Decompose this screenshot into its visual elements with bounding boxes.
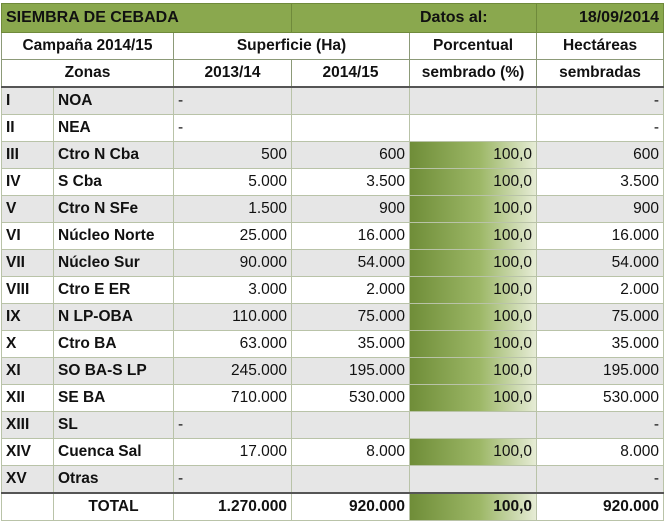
zone-name: Ctro E ER <box>54 277 174 304</box>
surface-prev: 17.000 <box>174 439 292 466</box>
zone-name: Ctro N SFe <box>54 196 174 223</box>
surface-prev: 245.000 <box>174 358 292 385</box>
table-row <box>2 196 664 223</box>
campaign-header: Campaña 2014/15 <box>2 33 174 60</box>
hectares-sown: 8.000 <box>537 439 664 466</box>
table-row <box>2 304 664 331</box>
zone-number: VII <box>2 250 54 277</box>
header-row-2 <box>2 60 664 88</box>
percent-sown <box>410 87 537 115</box>
zones-header: Zonas <box>2 60 174 88</box>
zone-name: Ctro N Cba <box>54 142 174 169</box>
date-value: 18/09/2014 <box>537 4 664 33</box>
total-surface-curr: 920.000 <box>292 493 410 521</box>
percent-value: 100,0 <box>493 173 533 190</box>
surface-curr: 16.000 <box>292 223 410 250</box>
hectares-sown: - <box>537 87 664 115</box>
zone-number: IX <box>2 304 54 331</box>
percent-value: 100,0 <box>493 308 533 325</box>
zone-number: II <box>2 115 54 142</box>
table-row <box>2 115 664 142</box>
table-row <box>2 223 664 250</box>
header-row-1 <box>2 33 664 60</box>
hectares-sown: - <box>537 412 664 439</box>
table-row <box>2 331 664 358</box>
hectares-header-line1: Hectáreas <box>537 33 664 60</box>
percent-header-line2: sembrado (%) <box>410 60 537 88</box>
table-row <box>2 169 664 196</box>
surface-prev: 5.000 <box>174 169 292 196</box>
surface-prev: 90.000 <box>174 250 292 277</box>
percent-sown <box>410 223 537 250</box>
hectares-sown: 75.000 <box>537 304 664 331</box>
surface-curr: 2.000 <box>292 277 410 304</box>
surface-prev: 1.500 <box>174 196 292 223</box>
zone-name: N LP-OBA <box>54 304 174 331</box>
surface-curr <box>292 115 410 142</box>
percent-sown <box>410 142 537 169</box>
surface-curr <box>292 87 410 115</box>
surface-prev: - <box>174 412 292 439</box>
total-surface-prev: 1.270.000 <box>174 493 292 521</box>
sheet-title: SIEMBRA DE CEBADA <box>2 4 292 33</box>
table-row <box>2 358 664 385</box>
total-label: TOTAL <box>54 493 174 521</box>
barley-sowing-sheet <box>1 3 663 521</box>
total-row <box>2 493 664 521</box>
surface-curr: 530.000 <box>292 385 410 412</box>
zone-number: III <box>2 142 54 169</box>
hectares-sown: 3.500 <box>537 169 664 196</box>
zone-number: V <box>2 196 54 223</box>
year-prev-header: 2013/14 <box>174 60 292 88</box>
zone-number: IV <box>2 169 54 196</box>
percent-value: 100,0 <box>493 362 533 379</box>
surface-header: Superficie (Ha) <box>174 33 410 60</box>
surface-curr: 35.000 <box>292 331 410 358</box>
surface-prev: 25.000 <box>174 223 292 250</box>
surface-prev: 500 <box>174 142 292 169</box>
zone-name: SO BA-S LP <box>54 358 174 385</box>
surface-curr: 3.500 <box>292 169 410 196</box>
surface-prev: - <box>174 115 292 142</box>
surface-curr: 75.000 <box>292 304 410 331</box>
percent-value: 100,0 <box>493 335 533 352</box>
percent-value: 100,0 <box>493 200 533 217</box>
zone-name: Cuenca Sal <box>54 439 174 466</box>
zone-name: NEA <box>54 115 174 142</box>
hectares-sown: 16.000 <box>537 223 664 250</box>
zone-number: VI <box>2 223 54 250</box>
surface-curr: 54.000 <box>292 250 410 277</box>
zone-name: Núcleo Norte <box>54 223 174 250</box>
percent-value: 100,0 <box>493 146 533 163</box>
hectares-sown: - <box>537 466 664 494</box>
zone-name: Otras <box>54 466 174 494</box>
zone-number: XIV <box>2 439 54 466</box>
surface-prev: 3.000 <box>174 277 292 304</box>
date-label-text: Datos al: <box>419 9 488 26</box>
surface-curr <box>292 412 410 439</box>
zone-name: S Cba <box>54 169 174 196</box>
zone-name: NOA <box>54 87 174 115</box>
percent-header-line1: Porcentual <box>410 33 537 60</box>
table-row <box>2 412 664 439</box>
hectares-sown: - <box>537 115 664 142</box>
percent-value: 100,0 <box>493 443 533 460</box>
year-curr-header: 2014/15 <box>292 60 410 88</box>
hectares-sown: 2.000 <box>537 277 664 304</box>
surface-curr: 600 <box>292 142 410 169</box>
percent-value: 100,0 <box>493 498 533 515</box>
hectares-header-line2: sembradas <box>537 60 664 88</box>
percent-value: 100,0 <box>493 389 533 406</box>
percent-sown <box>410 196 537 223</box>
sowing-table <box>1 3 664 521</box>
zone-number: VIII <box>2 277 54 304</box>
surface-prev: 710.000 <box>174 385 292 412</box>
percent-sown <box>410 115 537 142</box>
table-row <box>2 250 664 277</box>
zone-number: XI <box>2 358 54 385</box>
surface-prev: - <box>174 466 292 494</box>
percent-sown <box>410 439 537 466</box>
table-row <box>2 439 664 466</box>
percent-sown <box>410 169 537 196</box>
surface-prev: - <box>174 87 292 115</box>
percent-sown <box>410 358 537 385</box>
title-row <box>2 4 664 33</box>
percent-value: 100,0 <box>493 254 533 271</box>
hectares-sown: 530.000 <box>537 385 664 412</box>
zone-name: SE BA <box>54 385 174 412</box>
hectares-sown: 600 <box>537 142 664 169</box>
table-row <box>2 385 664 412</box>
surface-prev: 110.000 <box>174 304 292 331</box>
surface-curr: 195.000 <box>292 358 410 385</box>
zone-number: XV <box>2 466 54 494</box>
table-row <box>2 142 664 169</box>
hectares-sown: 35.000 <box>537 331 664 358</box>
hectares-sown: 900 <box>537 196 664 223</box>
surface-curr: 900 <box>292 196 410 223</box>
percent-value: 100,0 <box>493 227 533 244</box>
zone-number: XIII <box>2 412 54 439</box>
surface-curr: 8.000 <box>292 439 410 466</box>
percent-value: 100,0 <box>493 281 533 298</box>
surface-prev: 63.000 <box>174 331 292 358</box>
total-percent-sown <box>410 493 537 521</box>
percent-sown <box>410 304 537 331</box>
hectares-sown: 195.000 <box>537 358 664 385</box>
zone-number: I <box>2 87 54 115</box>
table-row <box>2 277 664 304</box>
surface-curr <box>292 466 410 494</box>
percent-sown <box>410 277 537 304</box>
percent-sown <box>410 412 537 439</box>
percent-sown <box>410 466 537 494</box>
zone-name: Núcleo Sur <box>54 250 174 277</box>
table-row <box>2 466 664 494</box>
table-row <box>2 87 664 115</box>
total-spacer <box>2 493 54 521</box>
zone-name: SL <box>54 412 174 439</box>
zone-number: X <box>2 331 54 358</box>
date-label <box>292 4 537 33</box>
zone-number: XII <box>2 385 54 412</box>
zone-name: Ctro BA <box>54 331 174 358</box>
percent-sown <box>410 250 537 277</box>
percent-sown <box>410 385 537 412</box>
hectares-sown: 54.000 <box>537 250 664 277</box>
percent-sown <box>410 331 537 358</box>
total-hectares-sown: 920.000 <box>537 493 664 521</box>
